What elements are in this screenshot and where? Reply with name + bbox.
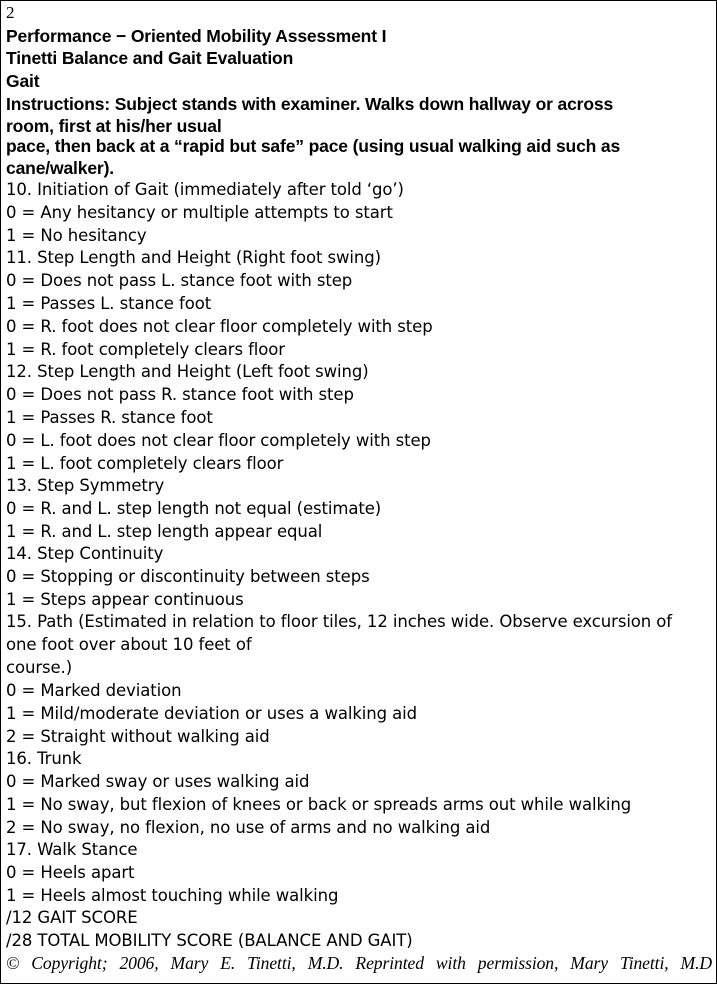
item-14-title: 14. Step Continuity [6, 544, 164, 563]
item-10-title: 10. Initiation of Gait (immediately after told ‘go’) [6, 180, 404, 199]
item-14-option: 0 = Stopping or discontinuity between steps [6, 567, 370, 586]
total-score-line: /28 TOTAL MOBILITY SCORE (BALANCE AND GAIT) [6, 931, 413, 950]
item-12-title: 12. Step Length and Height (Left foot swing) [6, 362, 369, 381]
item-15-title-line-3: course.) [6, 658, 73, 677]
document-subtitle: Tinetti Balance and Gait Evaluation [6, 48, 294, 68]
item-16-option: 1 = No sway, but flexion of knees or back or spreads arms out while walking [6, 795, 632, 814]
item-15-option: 0 = Marked deviation [6, 681, 182, 700]
item-14-option: 1 = Steps appear continuous [6, 590, 244, 609]
item-13-option: 0 = R. and L. step length not equal (estimate) [6, 499, 382, 518]
item-16-option: 0 = Marked sway or uses walking aid [6, 772, 310, 791]
document-title: Performance − Oriented Mobility Assessment I [6, 26, 387, 46]
item-17-option: 1 = Heels almost touching while walking [6, 886, 339, 905]
item-12-option: 1 = Passes R. stance foot [6, 408, 213, 427]
instructions-line-3: pace, then back at a “rapid but safe” pace (using usual walking aid such as [6, 136, 621, 156]
item-15-option: 2 = Straight without walking aid [6, 727, 270, 746]
item-15-title-line-2: one foot over about 10 feet of [6, 635, 252, 654]
item-15-title-line-1: 15. Path (Estimated in relation to floor tiles, 12 inches wide. Observe excursion of [6, 612, 672, 631]
item-17-title: 17. Walk Stance [6, 840, 138, 859]
item-16-title: 16. Trunk [6, 749, 82, 768]
instructions-line-2: room, first at his/her usual [6, 116, 222, 136]
item-12-option: 1 = L. foot completely clears floor [6, 454, 284, 473]
instructions-line-1: Instructions: Subject stands with examiner. Walks down hallway or across [6, 94, 614, 114]
item-13-option: 1 = R. and L. step length appear equal [6, 522, 323, 541]
item-16-option: 2 = No sway, no flexion, no use of arms and no walking aid [6, 818, 491, 837]
instructions-line-4: cane/walker). [6, 158, 114, 178]
item-12-option: 0 = L. foot does not clear floor completely with step [6, 431, 431, 450]
item-11-option: 1 = R. foot completely clears floor [6, 340, 285, 359]
gait-score-line: /12 GAIT SCORE [6, 908, 138, 927]
item-11-option: 0 = Does not pass L. stance foot with step [6, 271, 353, 290]
section-heading: Gait [6, 71, 40, 91]
item-13-title: 13. Step Symmetry [6, 476, 165, 495]
copyright-notice: © Copyright; 2006, Mary E. Tinetti, M.D. Reprinted with permission, Mary Tinetti, M.D [6, 953, 712, 973]
item-11-option: 0 = R. foot does not clear floor completely with step [6, 317, 433, 336]
item-12-option: 0 = Does not pass R. stance foot with step [6, 385, 354, 404]
item-11-option: 1 = Passes L. stance foot [6, 294, 212, 313]
item-15-option: 1 = Mild/moderate deviation or uses a walking aid [6, 704, 418, 723]
page-number: 2 [6, 3, 15, 22]
item-10-option: 0 = Any hesitancy or multiple attempts to start [6, 203, 393, 222]
item-10-option: 1 = No hesitancy [6, 226, 147, 245]
item-17-option: 0 = Heels apart [6, 863, 135, 882]
item-11-title: 11. Step Length and Height (Right foot swing) [6, 248, 381, 267]
